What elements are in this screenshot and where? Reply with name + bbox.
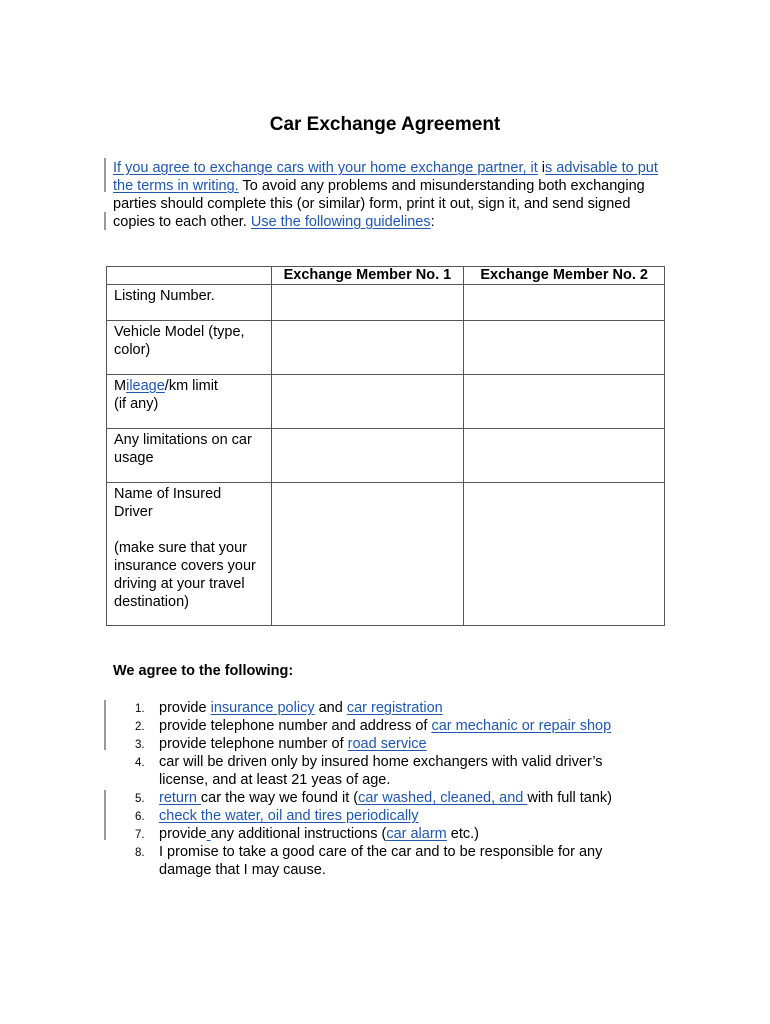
list-item [113,825,653,843]
vehicle-model-label: Vehicle Model (type, color) [114,324,245,358]
insured-driver-label: Name of Insured Driver [114,486,222,520]
row-label [107,429,272,483]
member-2-limitations-cell[interactable] [464,429,665,483]
listing-number-label: Listing Number. [114,288,215,304]
table-row [107,285,665,321]
member-1-driver-cell[interactable] [271,483,464,626]
term-text: and [314,700,347,716]
list-number: 8. [135,847,145,859]
table-header-member-1: Exchange Member No. 1 [271,267,464,285]
intro-paragraph [113,159,673,231]
term-text: provide [159,826,207,842]
term-link-mechanic[interactable]: car mechanic or repair shop [431,718,612,734]
term-link-insurance[interactable]: insurance policy [210,700,315,716]
table-row [107,321,665,375]
term-text: provide telephone number and address of [159,718,432,734]
list-number: 7. [135,829,145,841]
revision-bar [104,212,106,230]
intro-text-3: : [430,214,435,230]
row-label [107,483,272,626]
mileage-label-note: (if any) [114,396,159,412]
list-number: 5. [135,793,145,805]
term-text: any additional instructions ( [210,826,387,842]
list-number: 1. [135,703,145,715]
term-link-road-service[interactable]: road service [347,736,427,752]
list-item [113,789,653,807]
mileage-link[interactable]: ileage [126,378,165,394]
exchange-table [106,266,665,626]
revision-bar [104,790,106,840]
terms-list [113,699,653,879]
list-item [113,753,653,789]
member-2-driver-cell[interactable] [464,483,665,626]
list-number: 3. [135,739,145,751]
revision-bar [104,158,106,192]
term-text: I promise to take a good care of the car and to be responsible for any damage that I may cause. [159,844,603,878]
table-row [107,375,665,429]
term-link-car-alarm[interactable]: car alarm [386,826,447,842]
list-number: 2. [135,721,145,733]
mileage-label-pre: M [114,378,127,394]
member-2-mileage-cell[interactable] [464,375,665,429]
table-header-row [107,267,665,285]
term-text: etc.) [446,826,479,842]
list-item [113,735,653,753]
intro-link-guidelines[interactable]: Use the following guidelines [250,214,431,230]
term-link-return[interactable]: return [159,790,201,806]
term-link-registration[interactable]: car registration [346,700,443,716]
intro-link-2[interactable]: s advisable to put the terms in writing. [113,160,658,194]
mileage-label-post: /km limit [164,378,218,394]
revision-bar [104,700,106,750]
list-number: 6. [135,811,145,823]
term-text: car the way we found it ( [200,790,359,806]
list-item [113,717,653,735]
insured-driver-note: (make sure that your insurance covers your driving at your travel destination) [114,540,256,610]
term-text: provide telephone number of [159,736,348,752]
member-1-limitations-cell[interactable] [271,429,464,483]
intro-text-1: i [537,160,546,176]
document-title: Car Exchange Agreement [269,114,501,135]
member-2-vehicle-cell[interactable] [464,321,665,375]
limitations-label: Any limitations on car usage [114,432,252,466]
table-header-cell [107,267,272,285]
list-number: 4. [135,757,145,769]
member-1-vehicle-cell[interactable] [271,321,464,375]
list-item [113,699,653,717]
row-label [107,375,272,429]
term-link-car-washed[interactable]: car washed, cleaned, and [358,790,528,806]
intro-link-1[interactable]: If you agree to exchange cars with your home exchange partner, it [113,160,538,176]
term-text: provide [159,700,211,716]
list-item [113,807,653,825]
list-item [113,843,653,879]
member-1-mileage-cell[interactable] [271,375,464,429]
member-2-listing-cell[interactable] [464,285,665,321]
term-text: with full tank) [527,790,612,806]
table-header-member-2: Exchange Member No. 2 [464,267,665,285]
row-label [107,321,272,375]
intro-text-2: To avoid any problems and misunderstanding both exchanging parties should complete this (or similar) form, print it out, sign it, and send signed copies to each other. [113,178,645,230]
table-row [107,483,665,626]
term-text: car will be driven only by insured home exchangers with valid driver’s license, and at least 21 yeas of age. [159,754,603,788]
agree-heading: We agree to the following: [113,663,294,679]
row-label [107,285,272,321]
term-link-check-water[interactable]: check the water, oil and tires periodically [159,808,419,824]
member-1-listing-cell[interactable] [271,285,464,321]
table-row [107,429,665,483]
